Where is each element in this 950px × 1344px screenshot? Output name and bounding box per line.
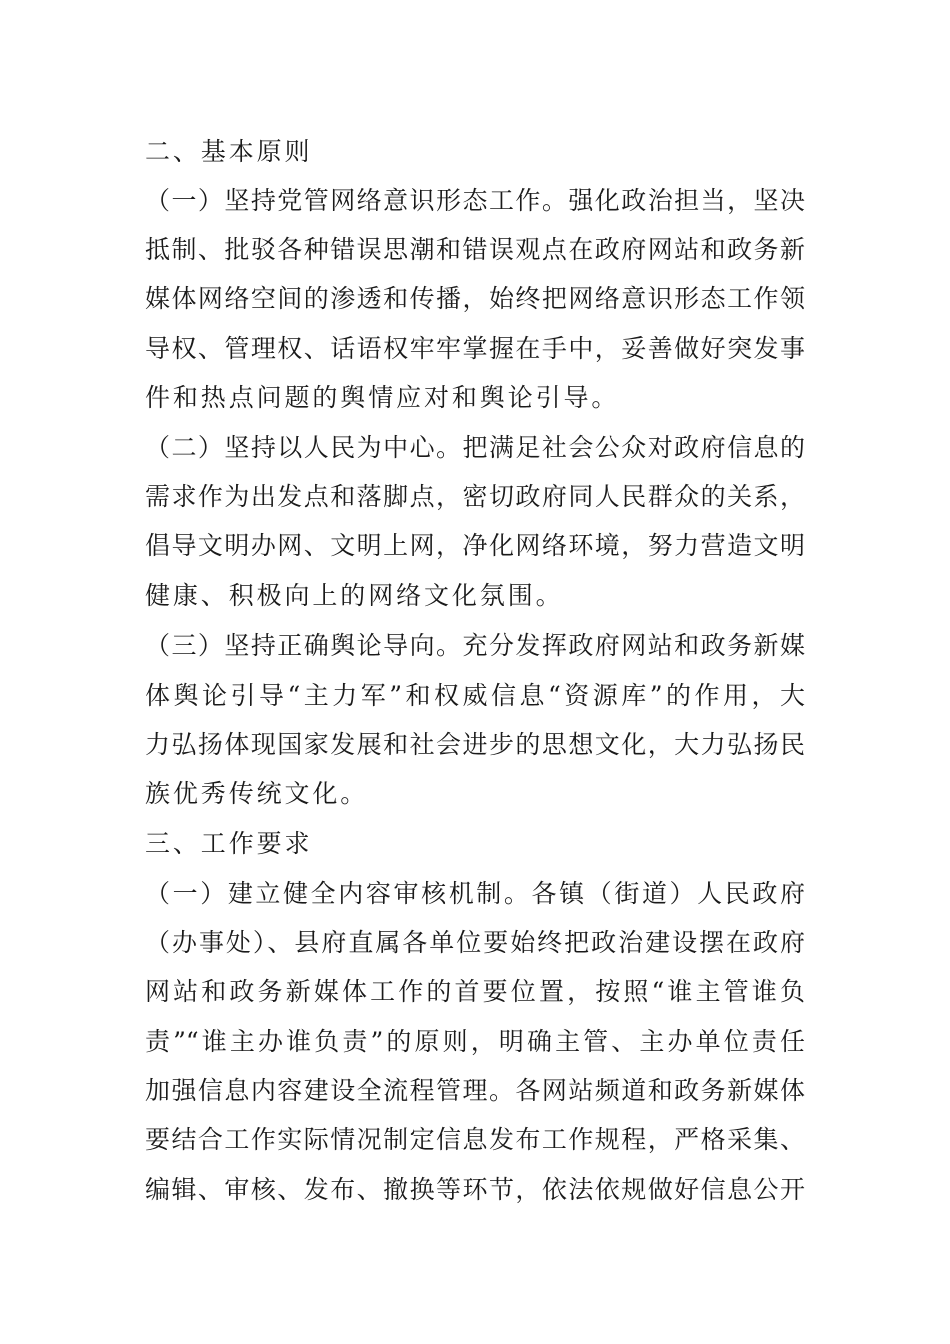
paragraph-line: 体舆论引导“主力军”和权威信息“资源库”的作用，大	[145, 681, 805, 710]
paragraph-line: （一）坚持党管网络意识形态工作。强化政治担当，坚决	[145, 186, 805, 215]
paragraph-line: 健康、积极向上的网络文化氛围。	[145, 581, 564, 610]
paragraph-line: （办事处）、县府直属各单位要始终把政治建设摆在政府	[145, 928, 805, 957]
paragraph-line: 抵制、批驳各种错误思潮和错误观点在政府网站和政务新	[145, 235, 805, 264]
paragraph-line: 网站和政务新媒体工作的首要位置，按照“谁主管谁负	[145, 977, 805, 1006]
section-heading-work-requirements: 三、工作要求	[145, 829, 313, 858]
paragraph-line: 需求作为出发点和落脚点，密切政府同人民群众的关系，	[145, 482, 805, 511]
paragraph-line: （一）建立健全内容审核机制。各镇（街道）人民政府	[145, 879, 805, 908]
paragraph-line: 倡导文明办网、文明上网，净化网络环境，努力营造文明	[145, 531, 805, 560]
paragraph-line: 要结合工作实际情况制定信息发布工作规程，严格采集、	[145, 1125, 805, 1154]
paragraph-line: 责”“谁主办谁负责”的原则，明确主管、主办单位责任	[145, 1027, 805, 1056]
paragraph-line: 导权、管理权、话语权牢牢掌握在手中，妥善做好突发事	[145, 334, 805, 363]
paragraph-line: 加强信息内容建设全流程管理。各网站频道和政务新媒体	[145, 1076, 805, 1105]
paragraph-line: 力弘扬体现国家发展和社会进步的思想文化，大力弘扬民	[145, 730, 805, 759]
paragraph-line: 媒体网络空间的渗透和传播，始终把网络意识形态工作领	[145, 284, 805, 313]
paragraph-line: 件和热点问题的舆情应对和舆论引导。	[145, 383, 620, 412]
paragraph-line: （三）坚持正确舆论导向。充分发挥政府网站和政务新媒	[145, 631, 805, 660]
paragraph-line: 编辑、审核、发布、撤换等环节，依法依规做好信息公开	[145, 1175, 805, 1204]
section-heading-basic-principles: 二、基本原则	[145, 137, 313, 166]
paragraph-line: 族优秀传统文化。	[145, 779, 369, 808]
paragraph-line: （二）坚持以人民为中心。把满足社会公众对政府信息的	[145, 433, 805, 462]
